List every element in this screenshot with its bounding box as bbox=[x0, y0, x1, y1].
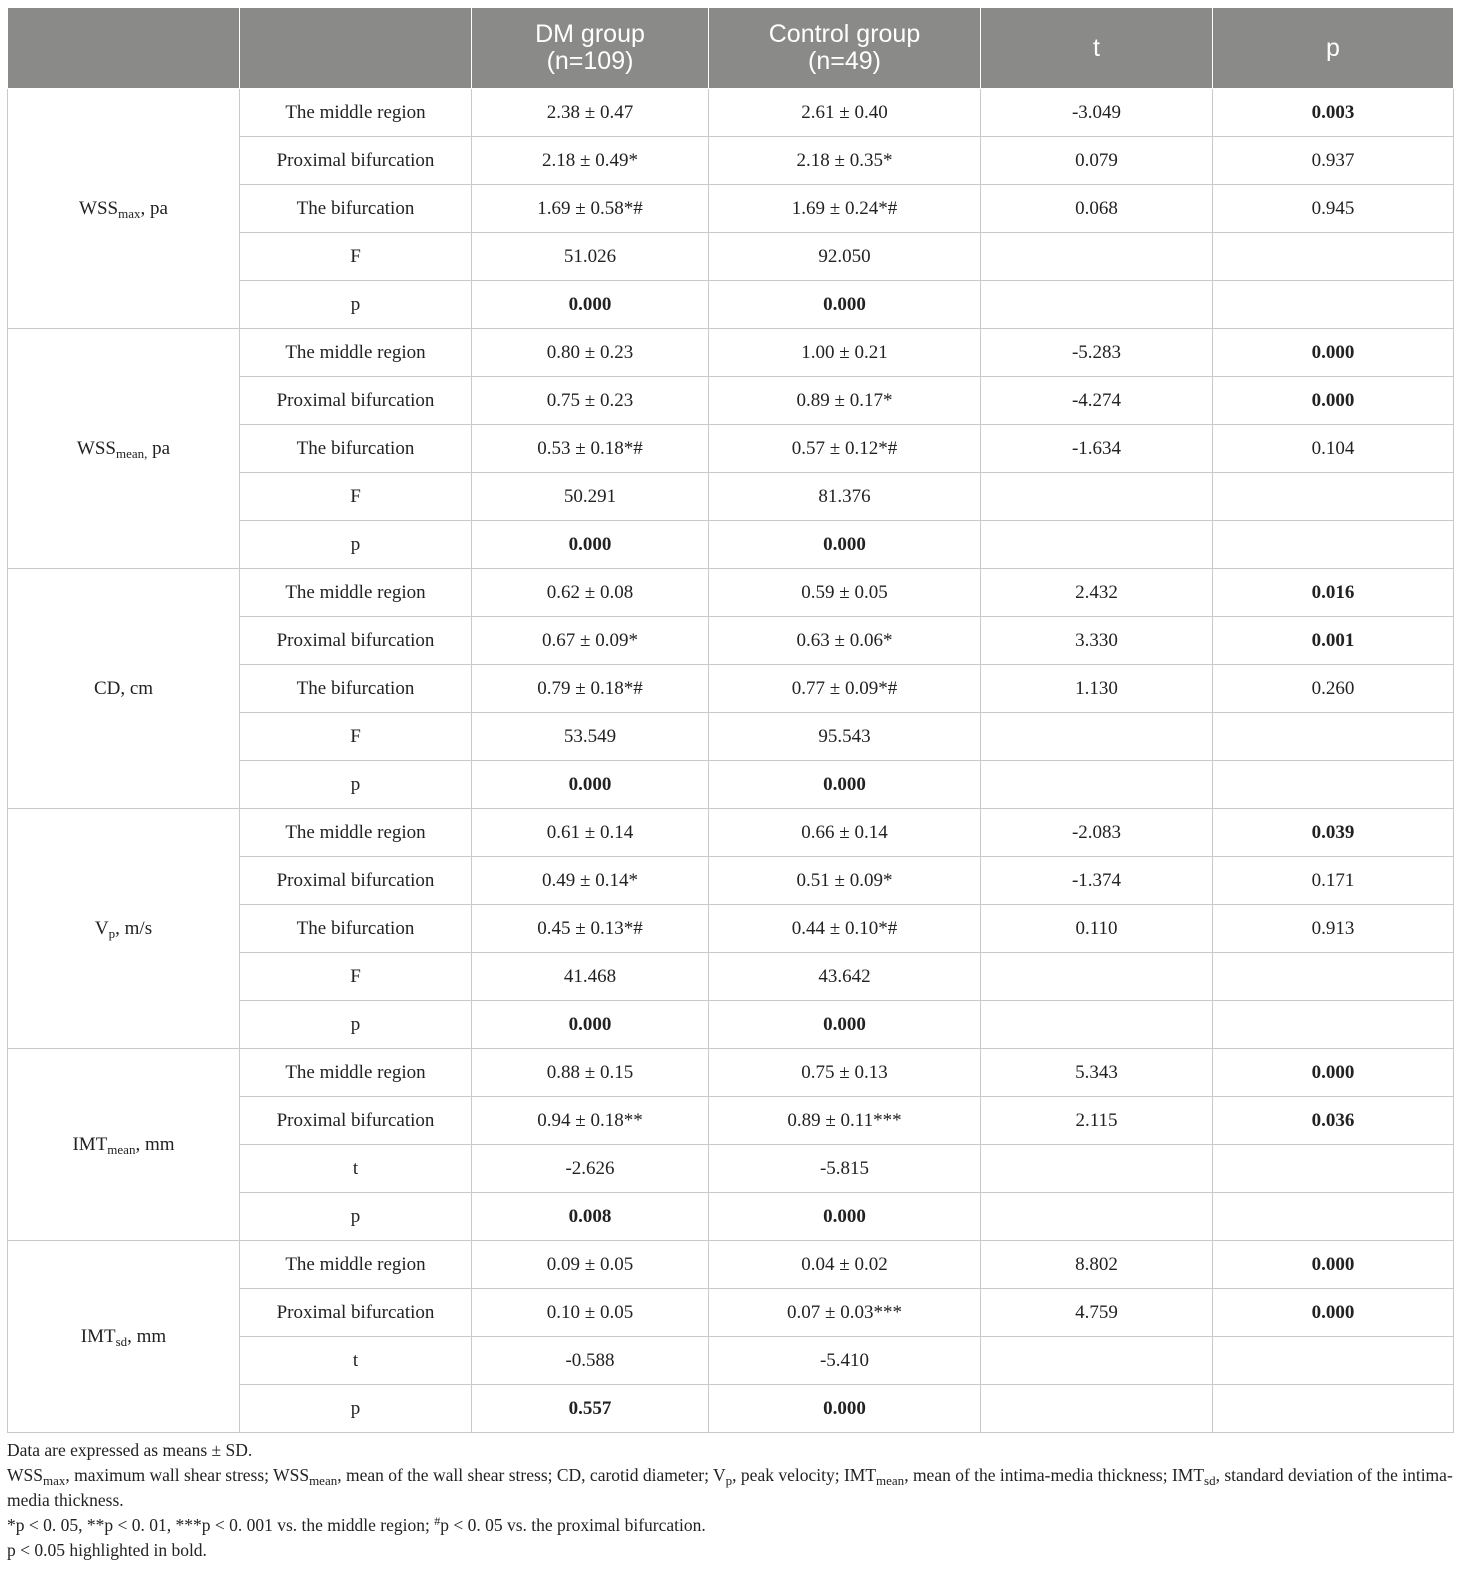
t-value-cell: 1.130 bbox=[981, 665, 1213, 713]
table-row bbox=[8, 809, 1454, 857]
t-value-cell bbox=[981, 521, 1213, 569]
parameter-label: $IMT_{sd}$, mm bbox=[8, 1241, 240, 1433]
region-cell: t bbox=[240, 1337, 472, 1385]
control-value-cell: 0.89 ± 0.17* bbox=[709, 377, 981, 425]
t-value-cell: 8.802 bbox=[981, 1241, 1213, 1289]
header-parameter bbox=[8, 8, 240, 89]
p-value-cell: 0.937 bbox=[1213, 137, 1454, 185]
t-value-cell bbox=[981, 1001, 1213, 1049]
header-row bbox=[8, 8, 1454, 89]
t-value-cell: 2.115 bbox=[981, 1097, 1213, 1145]
header-dm-n: (n=109) bbox=[546, 47, 634, 75]
dm-value-cell: 0.80 ± 0.23 bbox=[472, 329, 709, 377]
dm-value-cell: 0.000 bbox=[472, 761, 709, 809]
control-value-cell: 0.07 ± 0.03*** bbox=[709, 1289, 981, 1337]
region-cell: The bifurcation bbox=[240, 905, 472, 953]
t-value-cell bbox=[981, 233, 1213, 281]
footnote-abbreviations: $WSS_{max}$, maximum wall shear stress; $WSS_{mean}$, mean of the wall shear stress; CD, carotid diameter; $V_p$, peak velocity; $IMT_{mean}$, mean of the intima-media thickness; $IMT_{sd}$, standard deviation of the intima-media thickness. bbox=[7, 1465, 1453, 1510]
header-t: t bbox=[981, 8, 1213, 89]
dm-value-cell: 0.61 ± 0.14 bbox=[472, 809, 709, 857]
dm-value-cell: 0.53 ± 0.18*# bbox=[472, 425, 709, 473]
control-value-cell: 0.51 ± 0.09* bbox=[709, 857, 981, 905]
region-cell: p bbox=[240, 1193, 472, 1241]
region-cell: p bbox=[240, 281, 472, 329]
p-value-cell bbox=[1213, 473, 1454, 521]
region-cell: Proximal bifurcation bbox=[240, 1097, 472, 1145]
p-value-cell: 0.003 bbox=[1213, 89, 1454, 137]
p-value-cell: 0.104 bbox=[1213, 425, 1454, 473]
dm-value-cell: 0.008 bbox=[472, 1193, 709, 1241]
dm-value-cell: 41.468 bbox=[472, 953, 709, 1001]
p-value-cell: 0.000 bbox=[1213, 377, 1454, 425]
t-value-cell: 4.759 bbox=[981, 1289, 1213, 1337]
t-value-cell: -1.634 bbox=[981, 425, 1213, 473]
p-value-cell: 0.000 bbox=[1213, 329, 1454, 377]
t-value-cell: 0.110 bbox=[981, 905, 1213, 953]
t-value-cell: -4.274 bbox=[981, 377, 1213, 425]
p-value-cell bbox=[1213, 1145, 1454, 1193]
dm-value-cell: -0.588 bbox=[472, 1337, 709, 1385]
control-value-cell: 1.69 ± 0.24*# bbox=[709, 185, 981, 233]
t-value-cell bbox=[981, 1145, 1213, 1193]
region-cell: F bbox=[240, 713, 472, 761]
region-cell: p bbox=[240, 1001, 472, 1049]
p-value-cell bbox=[1213, 1385, 1454, 1433]
t-value-cell bbox=[981, 1337, 1213, 1385]
document bbox=[7, 7, 1453, 1563]
control-value-cell: 0.000 bbox=[709, 281, 981, 329]
control-value-cell: 0.57 ± 0.12*# bbox=[709, 425, 981, 473]
dm-value-cell: 0.000 bbox=[472, 521, 709, 569]
region-cell: F bbox=[240, 953, 472, 1001]
dm-value-cell: 51.026 bbox=[472, 233, 709, 281]
region-cell: Proximal bifurcation bbox=[240, 137, 472, 185]
control-value-cell: 0.63 ± 0.06* bbox=[709, 617, 981, 665]
dm-value-cell: 0.000 bbox=[472, 281, 709, 329]
region-cell: The middle region bbox=[240, 809, 472, 857]
control-value-cell: 43.642 bbox=[709, 953, 981, 1001]
p-value-cell: 0.171 bbox=[1213, 857, 1454, 905]
p-value-cell: 0.039 bbox=[1213, 809, 1454, 857]
p-value-cell: 0.000 bbox=[1213, 1049, 1454, 1097]
dm-value-cell: 0.000 bbox=[472, 1001, 709, 1049]
header-control-group bbox=[709, 8, 981, 89]
table-row bbox=[8, 329, 1454, 377]
region-cell: F bbox=[240, 473, 472, 521]
p-value-cell bbox=[1213, 233, 1454, 281]
region-cell: The middle region bbox=[240, 1049, 472, 1097]
dm-value-cell: 53.549 bbox=[472, 713, 709, 761]
control-value-cell: 0.44 ± 0.10*# bbox=[709, 905, 981, 953]
t-value-cell bbox=[981, 473, 1213, 521]
control-value-cell: 92.050 bbox=[709, 233, 981, 281]
dm-value-cell: 0.94 ± 0.18** bbox=[472, 1097, 709, 1145]
dm-value-cell: -2.626 bbox=[472, 1145, 709, 1193]
footnote-data-expression: Data are expressed as means ± SD. bbox=[7, 1440, 253, 1460]
region-cell: The middle region bbox=[240, 329, 472, 377]
dm-value-cell: 0.49 ± 0.14* bbox=[472, 857, 709, 905]
control-value-cell: 0.77 ± 0.09*# bbox=[709, 665, 981, 713]
table-row bbox=[8, 569, 1454, 617]
dm-value-cell: 0.67 ± 0.09* bbox=[472, 617, 709, 665]
dm-value-cell: 0.557 bbox=[472, 1385, 709, 1433]
control-value-cell: 0.66 ± 0.14 bbox=[709, 809, 981, 857]
t-value-cell bbox=[981, 281, 1213, 329]
footnote-bold-note: p < 0.05 highlighted in bold. bbox=[7, 1540, 207, 1560]
control-value-cell: -5.410 bbox=[709, 1337, 981, 1385]
parameter-label: CD, cm bbox=[8, 569, 240, 809]
t-value-cell: -3.049 bbox=[981, 89, 1213, 137]
p-value-cell: 0.913 bbox=[1213, 905, 1454, 953]
region-cell: The middle region bbox=[240, 1241, 472, 1289]
p-value-cell bbox=[1213, 953, 1454, 1001]
region-cell: The middle region bbox=[240, 89, 472, 137]
region-cell: Proximal bifurcation bbox=[240, 857, 472, 905]
table-row bbox=[8, 1049, 1454, 1097]
t-value-cell bbox=[981, 761, 1213, 809]
control-value-cell: 0.75 ± 0.13 bbox=[709, 1049, 981, 1097]
dm-value-cell: 0.88 ± 0.15 bbox=[472, 1049, 709, 1097]
p-value-cell: 0.260 bbox=[1213, 665, 1454, 713]
parameter-label: $IMT_{mean}$, mm bbox=[8, 1049, 240, 1241]
region-cell: F bbox=[240, 233, 472, 281]
t-value-cell: 0.068 bbox=[981, 185, 1213, 233]
p-value-cell: 0.001 bbox=[1213, 617, 1454, 665]
control-value-cell: 1.00 ± 0.21 bbox=[709, 329, 981, 377]
region-cell: p bbox=[240, 1385, 472, 1433]
region-cell: Proximal bifurcation bbox=[240, 617, 472, 665]
t-value-cell: 3.330 bbox=[981, 617, 1213, 665]
header-p: p bbox=[1213, 8, 1454, 89]
p-value-cell bbox=[1213, 1337, 1454, 1385]
p-value-cell: 0.000 bbox=[1213, 1241, 1454, 1289]
region-cell: p bbox=[240, 521, 472, 569]
region-cell: The bifurcation bbox=[240, 425, 472, 473]
dm-value-cell: 0.62 ± 0.08 bbox=[472, 569, 709, 617]
t-value-cell bbox=[981, 713, 1213, 761]
region-cell: The bifurcation bbox=[240, 665, 472, 713]
t-value-cell: -1.374 bbox=[981, 857, 1213, 905]
region-cell: The bifurcation bbox=[240, 185, 472, 233]
control-value-cell: 95.543 bbox=[709, 713, 981, 761]
control-value-cell: 0.000 bbox=[709, 1001, 981, 1049]
dm-value-cell: 2.38 ± 0.47 bbox=[472, 89, 709, 137]
t-value-cell bbox=[981, 1385, 1213, 1433]
p-value-cell: 0.000 bbox=[1213, 1289, 1454, 1337]
header-dm-group bbox=[472, 8, 709, 89]
dm-value-cell: 0.79 ± 0.18*# bbox=[472, 665, 709, 713]
header-control-n: (n=49) bbox=[808, 47, 881, 75]
control-value-cell: 2.61 ± 0.40 bbox=[709, 89, 981, 137]
t-value-cell: -5.283 bbox=[981, 329, 1213, 377]
table-footnotes bbox=[7, 1438, 1453, 1563]
table-row bbox=[8, 89, 1454, 137]
p-value-cell bbox=[1213, 281, 1454, 329]
t-value-cell bbox=[981, 953, 1213, 1001]
header-control-title: Control group bbox=[768, 20, 921, 48]
p-value-cell bbox=[1213, 761, 1454, 809]
table-body bbox=[8, 89, 1454, 1433]
p-value-cell: 0.036 bbox=[1213, 1097, 1454, 1145]
t-value-cell bbox=[981, 1193, 1213, 1241]
header-region bbox=[240, 8, 472, 89]
region-cell: Proximal bifurcation bbox=[240, 1289, 472, 1337]
dm-value-cell: 0.75 ± 0.23 bbox=[472, 377, 709, 425]
region-cell: t bbox=[240, 1145, 472, 1193]
region-cell: p bbox=[240, 761, 472, 809]
control-value-cell: 0.000 bbox=[709, 761, 981, 809]
header-dm-title: DM group bbox=[535, 20, 645, 48]
results-table bbox=[7, 7, 1454, 1433]
p-value-cell bbox=[1213, 1193, 1454, 1241]
region-cell: The middle region bbox=[240, 569, 472, 617]
p-value-cell bbox=[1213, 713, 1454, 761]
p-value-cell bbox=[1213, 521, 1454, 569]
control-value-cell: 0.000 bbox=[709, 1193, 981, 1241]
dm-value-cell: 1.69 ± 0.58*# bbox=[472, 185, 709, 233]
table-row bbox=[8, 1241, 1454, 1289]
p-value-cell: 0.945 bbox=[1213, 185, 1454, 233]
parameter-label: $WSS_{max}$, pa bbox=[8, 89, 240, 329]
t-value-cell: 2.432 bbox=[981, 569, 1213, 617]
control-value-cell: 0.89 ± 0.11*** bbox=[709, 1097, 981, 1145]
t-value-cell: 5.343 bbox=[981, 1049, 1213, 1097]
control-value-cell: -5.815 bbox=[709, 1145, 981, 1193]
control-value-cell: 0.04 ± 0.02 bbox=[709, 1241, 981, 1289]
parameter-label: $V_p$, m/s bbox=[8, 809, 240, 1049]
t-value-cell: 0.079 bbox=[981, 137, 1213, 185]
dm-value-cell: 0.09 ± 0.05 bbox=[472, 1241, 709, 1289]
region-cell: Proximal bifurcation bbox=[240, 377, 472, 425]
dm-value-cell: 0.10 ± 0.05 bbox=[472, 1289, 709, 1337]
control-value-cell: 0.59 ± 0.05 bbox=[709, 569, 981, 617]
control-value-cell: 0.000 bbox=[709, 1385, 981, 1433]
dm-value-cell: 50.291 bbox=[472, 473, 709, 521]
t-value-cell: -2.083 bbox=[981, 809, 1213, 857]
control-value-cell: 81.376 bbox=[709, 473, 981, 521]
control-value-cell: 0.000 bbox=[709, 521, 981, 569]
footnote-significance: *p < 0. 05, **p < 0. 01, ***p < 0. 001 vs. the middle region; #p < 0. 05 vs. the proximal bifurcation. bbox=[7, 1514, 706, 1535]
control-value-cell: 2.18 ± 0.35* bbox=[709, 137, 981, 185]
p-value-cell: 0.016 bbox=[1213, 569, 1454, 617]
p-value-cell bbox=[1213, 1001, 1454, 1049]
dm-value-cell: 0.45 ± 0.13*# bbox=[472, 905, 709, 953]
parameter-label: $WSS_{mean,}$ pa bbox=[8, 329, 240, 569]
dm-value-cell: 2.18 ± 0.49* bbox=[472, 137, 709, 185]
